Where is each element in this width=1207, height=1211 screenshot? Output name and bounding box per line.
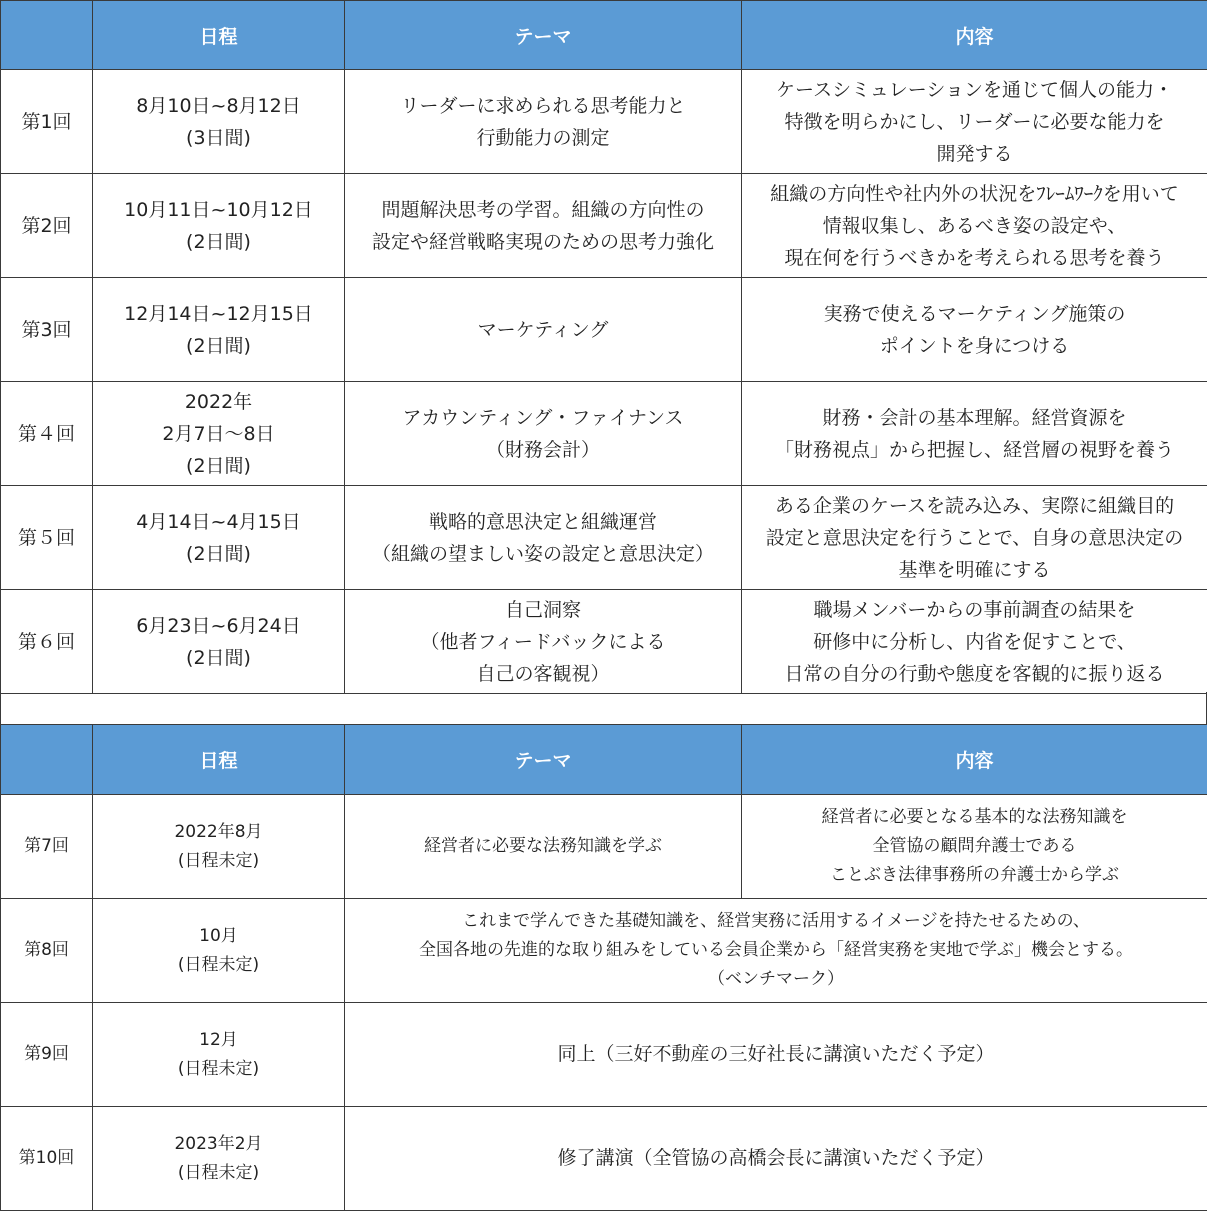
- merged-content-cell-line: 全国各地の先進的な取り組みをしている会員企業から「経営実務を実地で学ぶ」機会とする。: [349, 936, 1203, 965]
- header-theme: テーマ: [345, 1, 742, 70]
- theme-cell-line: アカウンティング・ファイナンス: [349, 402, 737, 434]
- merged-content-cell-line: 同上（三好不動産の三好社長に講演いただく予定）: [349, 1040, 1203, 1069]
- schedule-cell-line: (日程未定): [97, 1055, 340, 1084]
- header-theme: テーマ: [345, 725, 742, 795]
- content-cell-line: ことぶき法律事務所の弁護士から学ぶ: [746, 861, 1203, 890]
- schedule-cell: [93, 174, 345, 278]
- content-cell-line: ポイントを身につける: [746, 330, 1203, 362]
- theme-cell: [345, 174, 742, 278]
- session-cell: 第8回: [1, 899, 93, 1003]
- schedule-cell-line: (2日間): [97, 450, 340, 482]
- content-cell: [742, 590, 1207, 694]
- header-row: [1, 1, 1207, 70]
- theme-cell-line: マーケティング: [349, 314, 737, 346]
- theme-cell-line: （他者フィードバックによる: [349, 626, 737, 658]
- content-cell: [742, 486, 1207, 590]
- schedule-cell-line: 2月7日～8日: [97, 418, 340, 450]
- schedule-cell-line: 8月10日~8月12日: [97, 90, 340, 122]
- content-cell-line: 職場メンバーからの事前調査の結果を: [746, 594, 1203, 626]
- content-cell-line: 開発する: [746, 138, 1203, 170]
- schedule-cell: [93, 1003, 345, 1107]
- table-row: [1, 795, 1207, 899]
- theme-cell-line: 設定や経営戦略実現のための思考力強化: [349, 226, 737, 258]
- content-cell-line: 財務・会計の基本理解。経営資源を: [746, 402, 1203, 434]
- table-row: [1, 382, 1207, 486]
- merged-content-cell-line: （ベンチマーク）: [349, 965, 1203, 994]
- theme-cell: [345, 795, 742, 899]
- content-cell-line: 設定と意思決定を行うことで、自身の意思決定の: [746, 522, 1203, 554]
- theme-cell-line: 問題解決思考の学習。組織の方向性の: [349, 194, 737, 226]
- table-row: [1, 590, 1207, 694]
- theme-cell: [345, 486, 742, 590]
- session-cell: 第2回: [1, 174, 93, 278]
- session-cell: 第６回: [1, 590, 93, 694]
- content-cell: [742, 795, 1207, 899]
- session-cell: 第7回: [1, 795, 93, 899]
- schedule-cell-line: 12月14日~12月15日: [97, 298, 340, 330]
- schedule-table-2: [0, 724, 1207, 1211]
- content-cell-line: 全管協の顧問弁護士である: [746, 832, 1203, 861]
- merged-content-cell: [345, 1107, 1207, 1211]
- content-cell: [742, 382, 1207, 486]
- header-schedule: 日程: [93, 1, 345, 70]
- content-cell-line: 経営者に必要となる基本的な法務知識を: [746, 803, 1203, 832]
- schedule-cell-line: 4月14日~4月15日: [97, 506, 340, 538]
- theme-cell-line: 経営者に必要な法務知識を学ぶ: [349, 832, 737, 861]
- schedule-cell-line: (3日間): [97, 122, 340, 154]
- merged-content-cell: [345, 899, 1207, 1003]
- content-cell-line: 基準を明確にする: [746, 554, 1203, 586]
- content-cell-line: ケースシミュレーションを通じて個人の能力・: [746, 74, 1203, 106]
- content-cell-line: 特徴を明らかにし、リーダーに必要な能力を: [746, 106, 1203, 138]
- theme-cell-line: （組織の望ましい姿の設定と意思決定）: [349, 538, 737, 570]
- schedule-cell: [93, 278, 345, 382]
- schedule-cell: [93, 486, 345, 590]
- theme-cell-line: 自己の客観視）: [349, 658, 737, 690]
- header-content: 内容: [742, 1, 1207, 70]
- merged-content-cell-line: 修了講演（全管協の高橋会長に講演いただく予定）: [349, 1144, 1203, 1173]
- schedule-cell-line: 2023年2月: [97, 1130, 340, 1159]
- session-cell: 第9回: [1, 1003, 93, 1107]
- content-cell-line: 実務で使えるマーケティング施策の: [746, 298, 1203, 330]
- table-row: [1, 278, 1207, 382]
- schedule-cell-line: 10月11日~10月12日: [97, 194, 340, 226]
- theme-cell-line: リーダーに求められる思考能力と: [349, 90, 737, 122]
- merged-content-cell-line: これまで学んできた基礎知識を、経営実務に活用するイメージを持たせるための、: [349, 907, 1203, 936]
- session-cell: 第3回: [1, 278, 93, 382]
- theme-cell-line: 戦略的意思決定と組織運営: [349, 506, 737, 538]
- theme-cell-line: （財務会計）: [349, 434, 737, 466]
- session-cell: 第５回: [1, 486, 93, 590]
- content-cell: [742, 278, 1207, 382]
- content-cell: [742, 174, 1207, 278]
- table-row: [1, 70, 1207, 174]
- theme-cell-line: 自己洞察: [349, 594, 737, 626]
- schedule-cell: [93, 795, 345, 899]
- schedule-cell-line: (日程未定): [97, 1159, 340, 1188]
- theme-cell: [345, 278, 742, 382]
- session-cell: 第４回: [1, 382, 93, 486]
- header-blank: [1, 725, 93, 795]
- content-cell-line: ある企業のケースを読み込み、実際に組織目的: [746, 490, 1203, 522]
- schedule-cell: [93, 590, 345, 694]
- session-cell: 第1回: [1, 70, 93, 174]
- content-cell-line: 「財務視点」から把握し、経営層の視野を養う: [746, 434, 1203, 466]
- content-cell-line: 情報収集し、あるべき姿の設定や、: [746, 210, 1203, 242]
- theme-cell: [345, 382, 742, 486]
- schedule-cell-line: (2日間): [97, 538, 340, 570]
- schedule-cell: [93, 1107, 345, 1211]
- schedule-cell-line: (2日間): [97, 330, 340, 362]
- merged-content-cell: [345, 1003, 1207, 1107]
- header-row: [1, 725, 1207, 795]
- theme-cell: [345, 590, 742, 694]
- content-cell-line: 組織の方向性や社内外の状況をﾌﾚｰﾑﾜｰｸを用いて: [746, 178, 1203, 210]
- table-row: [1, 1003, 1207, 1107]
- session-cell: 第10回: [1, 1107, 93, 1211]
- table-row: [1, 174, 1207, 278]
- header-schedule: 日程: [93, 725, 345, 795]
- content-cell-line: 研修中に分析し、内省を促すことで、: [746, 626, 1203, 658]
- schedule-cell: [93, 382, 345, 486]
- schedule-cell-line: 6月23日~6月24日: [97, 610, 340, 642]
- schedule-cell-line: (日程未定): [97, 951, 340, 980]
- table-row: [1, 1107, 1207, 1211]
- header-blank: [1, 1, 93, 70]
- schedule-cell: [93, 70, 345, 174]
- content-cell: [742, 70, 1207, 174]
- schedule-cell-line: (2日間): [97, 226, 340, 258]
- header-content: 内容: [742, 725, 1207, 795]
- content-cell-line: 日常の自分の行動や態度を客観的に振り返る: [746, 658, 1203, 690]
- schedule-cell-line: (日程未定): [97, 847, 340, 876]
- theme-cell: [345, 70, 742, 174]
- schedule-cell-line: (2日間): [97, 642, 340, 674]
- table-spacer: [0, 692, 1207, 725]
- schedule-cell-line: 10月: [97, 922, 340, 951]
- schedule-cell: [93, 899, 345, 1003]
- schedule-cell-line: 2022年: [97, 386, 340, 418]
- theme-cell-line: 行動能力の測定: [349, 122, 737, 154]
- schedule-cell-line: 12月: [97, 1026, 340, 1055]
- table-row: [1, 899, 1207, 1003]
- table-row: [1, 486, 1207, 590]
- content-cell-line: 現在何を行うべきかを考えられる思考を養う: [746, 242, 1203, 274]
- schedule-cell-line: 2022年8月: [97, 818, 340, 847]
